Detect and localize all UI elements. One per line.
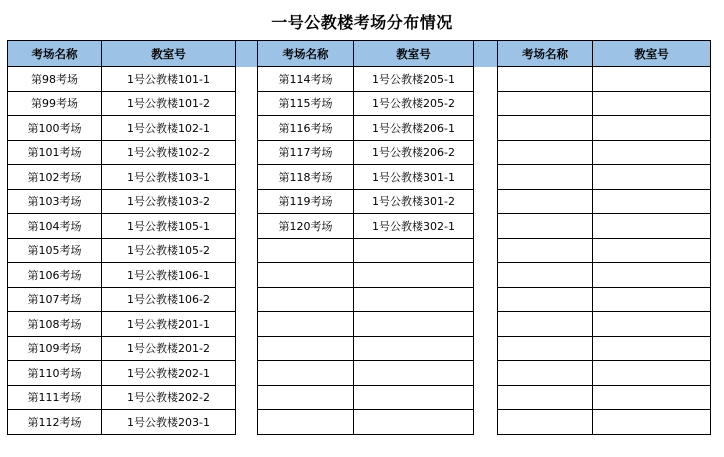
column-gap xyxy=(474,214,498,239)
room-name-cell xyxy=(498,214,593,239)
table-row xyxy=(8,336,711,361)
column-gap xyxy=(474,238,498,263)
table-row xyxy=(8,189,711,214)
exam-room-table xyxy=(7,40,711,435)
room-name-cell: 第102考场 xyxy=(8,165,102,190)
table-row xyxy=(8,140,711,165)
room-name-cell: 第104考场 xyxy=(8,214,102,239)
classroom-cell xyxy=(354,336,474,361)
classroom-cell xyxy=(593,361,711,386)
classroom-cell: 1号公教楼205-2 xyxy=(354,91,474,116)
header-classroom-2: 教室号 xyxy=(354,41,474,67)
room-name-cell: 第99考场 xyxy=(8,91,102,116)
table-row xyxy=(8,312,711,337)
room-name-cell: 第101考场 xyxy=(8,140,102,165)
room-name-cell: 第105考场 xyxy=(8,238,102,263)
classroom-cell xyxy=(593,189,711,214)
classroom-cell: 1号公教楼101-1 xyxy=(102,67,236,92)
column-gap xyxy=(474,336,498,361)
column-gap xyxy=(474,361,498,386)
classroom-cell: 1号公教楼205-1 xyxy=(354,67,474,92)
classroom-cell: 1号公教楼201-1 xyxy=(102,312,236,337)
room-name-cell: 第111考场 xyxy=(8,385,102,410)
room-name-cell xyxy=(258,312,354,337)
column-gap xyxy=(236,67,258,92)
classroom-cell: 1号公教楼101-2 xyxy=(102,91,236,116)
column-gap xyxy=(236,214,258,239)
classroom-cell xyxy=(593,67,711,92)
header-classroom-3: 教室号 xyxy=(593,41,711,67)
room-name-cell xyxy=(258,263,354,288)
page-title: 一号公教楼考场分布情况 xyxy=(271,13,453,32)
classroom-cell xyxy=(593,116,711,141)
column-gap xyxy=(236,385,258,410)
room-name-cell: 第115考场 xyxy=(258,91,354,116)
column-gap xyxy=(474,287,498,312)
column-gap xyxy=(236,91,258,116)
table-row xyxy=(8,410,711,435)
classroom-cell: 1号公教楼106-1 xyxy=(102,263,236,288)
classroom-cell: 1号公教楼301-1 xyxy=(354,165,474,190)
header-room-name-3: 考场名称 xyxy=(498,41,593,67)
classroom-cell xyxy=(354,385,474,410)
room-name-cell: 第100考场 xyxy=(8,116,102,141)
table-row xyxy=(8,214,711,239)
column-gap xyxy=(474,116,498,141)
room-name-cell: 第98考场 xyxy=(8,67,102,92)
column-gap xyxy=(474,67,498,92)
room-name-cell xyxy=(498,140,593,165)
header-classroom-1: 教室号 xyxy=(102,41,236,67)
classroom-cell xyxy=(593,385,711,410)
column-gap xyxy=(474,312,498,337)
classroom-cell xyxy=(354,361,474,386)
classroom-cell: 1号公教楼203-1 xyxy=(102,410,236,435)
classroom-cell xyxy=(593,140,711,165)
room-name-cell xyxy=(498,67,593,92)
column-gap xyxy=(236,116,258,141)
table-row xyxy=(8,287,711,312)
classroom-cell: 1号公教楼302-1 xyxy=(354,214,474,239)
room-name-cell xyxy=(258,238,354,263)
room-name-cell: 第108考场 xyxy=(8,312,102,337)
classroom-cell: 1号公教楼301-2 xyxy=(354,189,474,214)
room-name-cell: 第117考场 xyxy=(258,140,354,165)
classroom-cell: 1号公教楼106-2 xyxy=(102,287,236,312)
room-name-cell xyxy=(258,336,354,361)
table-row xyxy=(8,263,711,288)
column-gap xyxy=(474,410,498,435)
classroom-cell xyxy=(593,410,711,435)
column-gap xyxy=(236,361,258,386)
classroom-cell xyxy=(354,263,474,288)
room-name-cell xyxy=(498,312,593,337)
classroom-cell: 1号公教楼202-1 xyxy=(102,361,236,386)
room-name-cell xyxy=(498,91,593,116)
column-gap xyxy=(236,41,258,67)
table-row xyxy=(8,361,711,386)
column-gap xyxy=(474,91,498,116)
classroom-cell xyxy=(354,410,474,435)
classroom-cell: 1号公教楼105-2 xyxy=(102,238,236,263)
column-gap xyxy=(236,263,258,288)
column-gap xyxy=(236,238,258,263)
classroom-cell xyxy=(354,238,474,263)
table-row xyxy=(8,91,711,116)
column-gap xyxy=(236,312,258,337)
room-name-cell: 第106考场 xyxy=(8,263,102,288)
room-name-cell xyxy=(258,361,354,386)
table-row xyxy=(8,238,711,263)
room-name-cell: 第112考场 xyxy=(8,410,102,435)
classroom-cell: 1号公教楼102-2 xyxy=(102,140,236,165)
room-name-cell: 第103考场 xyxy=(8,189,102,214)
classroom-cell xyxy=(593,336,711,361)
column-gap xyxy=(236,287,258,312)
classroom-cell: 1号公教楼206-2 xyxy=(354,140,474,165)
room-name-cell xyxy=(498,116,593,141)
column-gap xyxy=(236,336,258,361)
classroom-cell xyxy=(593,312,711,337)
column-gap xyxy=(474,385,498,410)
header-row xyxy=(8,41,711,67)
classroom-cell xyxy=(354,312,474,337)
room-name-cell: 第120考场 xyxy=(258,214,354,239)
room-name-cell: 第116考场 xyxy=(258,116,354,141)
classroom-cell: 1号公教楼206-1 xyxy=(354,116,474,141)
column-gap xyxy=(474,189,498,214)
column-gap xyxy=(236,165,258,190)
classroom-cell xyxy=(354,287,474,312)
classroom-cell: 1号公教楼201-2 xyxy=(102,336,236,361)
column-gap xyxy=(474,165,498,190)
column-gap xyxy=(474,41,498,67)
header-room-name-2: 考场名称 xyxy=(258,41,354,67)
room-name-cell xyxy=(258,410,354,435)
room-name-cell: 第114考场 xyxy=(258,67,354,92)
table-row xyxy=(8,385,711,410)
room-name-cell: 第107考场 xyxy=(8,287,102,312)
classroom-cell: 1号公教楼102-1 xyxy=(102,116,236,141)
room-name-cell xyxy=(498,361,593,386)
table-row xyxy=(8,116,711,141)
room-name-cell xyxy=(498,385,593,410)
room-name-cell: 第118考场 xyxy=(258,165,354,190)
room-name-cell xyxy=(498,336,593,361)
classroom-cell: 1号公教楼103-1 xyxy=(102,165,236,190)
classroom-cell xyxy=(593,91,711,116)
table-row xyxy=(8,165,711,190)
column-gap xyxy=(474,263,498,288)
classroom-cell xyxy=(593,263,711,288)
room-name-cell xyxy=(498,238,593,263)
table-row xyxy=(8,67,711,92)
classroom-cell xyxy=(593,165,711,190)
room-name-cell xyxy=(498,263,593,288)
classroom-cell xyxy=(593,238,711,263)
header-room-name-1: 考场名称 xyxy=(8,41,102,67)
room-name-cell xyxy=(498,165,593,190)
classroom-cell xyxy=(593,214,711,239)
column-gap xyxy=(474,140,498,165)
column-gap xyxy=(236,140,258,165)
room-name-cell: 第119考场 xyxy=(258,189,354,214)
column-gap xyxy=(236,410,258,435)
classroom-cell: 1号公教楼105-1 xyxy=(102,214,236,239)
room-name-cell xyxy=(258,385,354,410)
room-name-cell xyxy=(498,287,593,312)
room-name-cell xyxy=(498,410,593,435)
classroom-cell: 1号公教楼202-2 xyxy=(102,385,236,410)
room-name-cell: 第109考场 xyxy=(8,336,102,361)
room-name-cell: 第110考场 xyxy=(8,361,102,386)
classroom-cell: 1号公教楼103-2 xyxy=(102,189,236,214)
room-name-cell xyxy=(498,189,593,214)
classroom-cell xyxy=(593,287,711,312)
room-name-cell xyxy=(258,287,354,312)
column-gap xyxy=(236,189,258,214)
